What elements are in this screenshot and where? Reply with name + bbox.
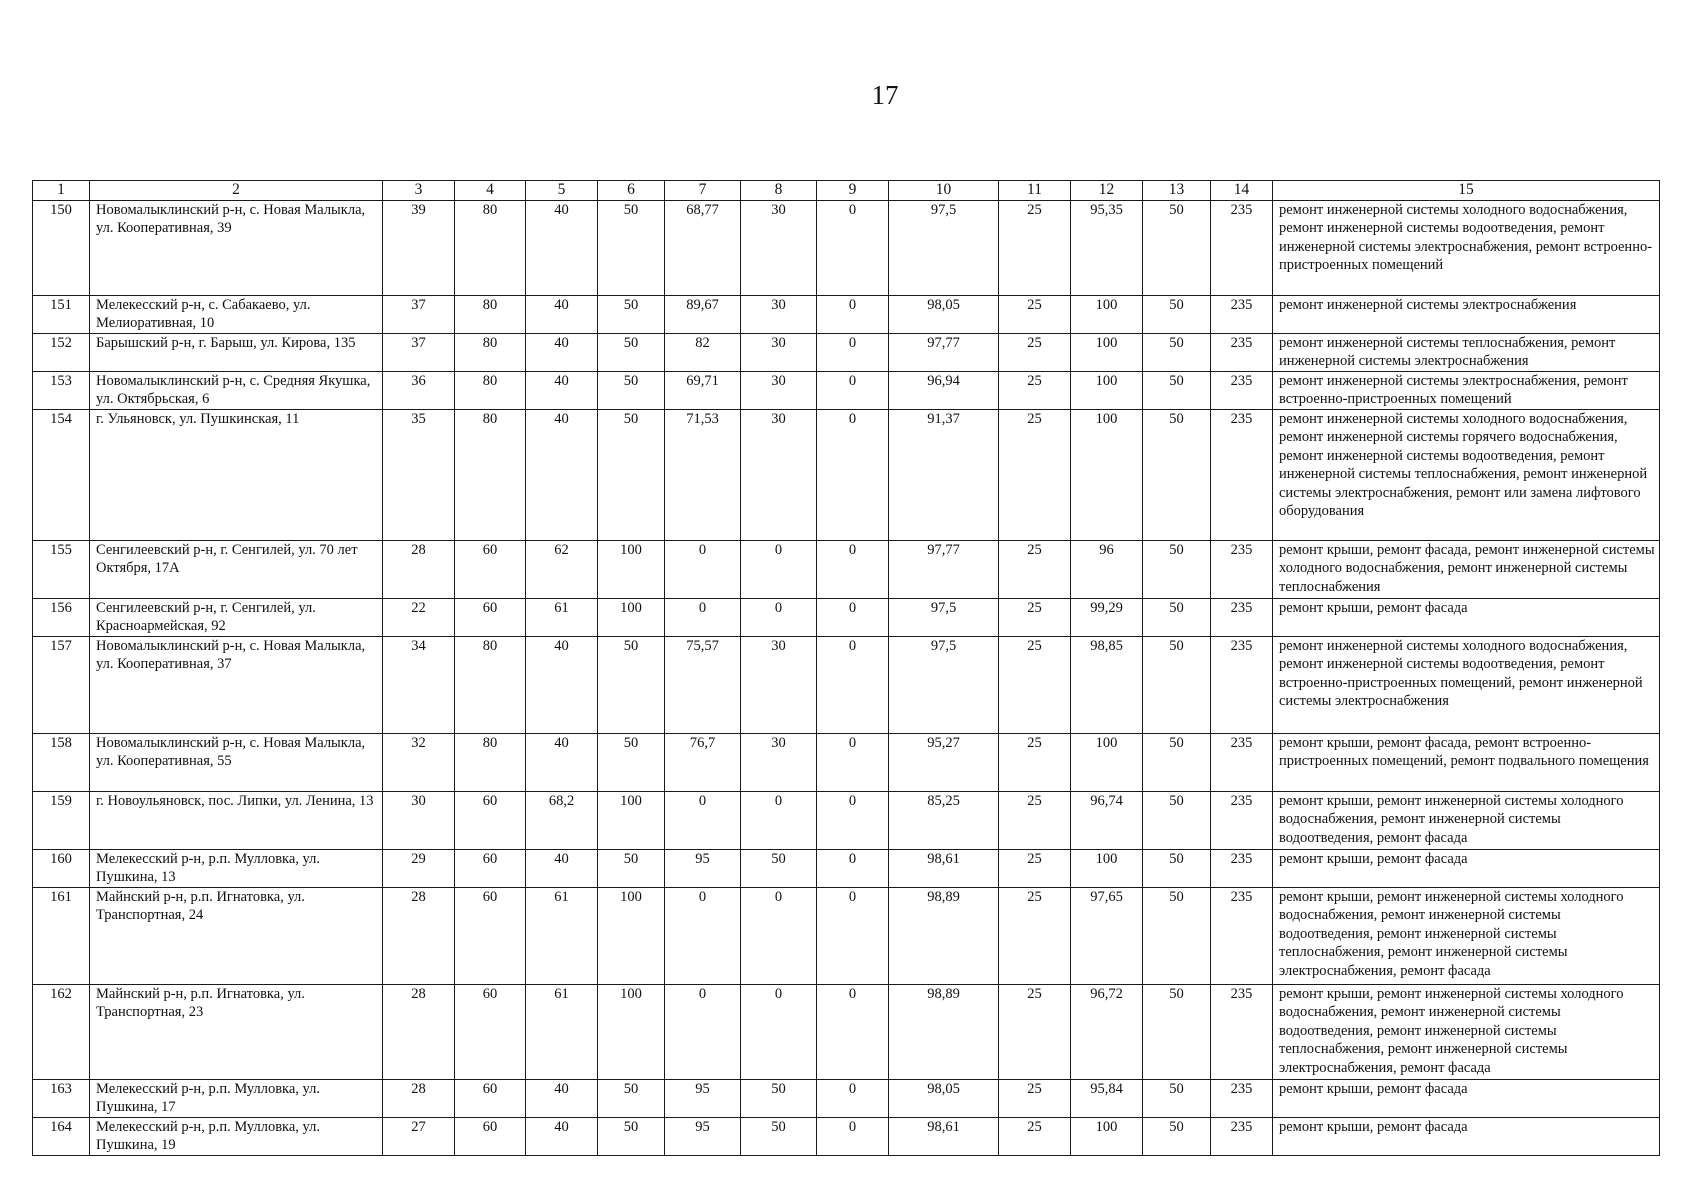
value-cell: 36 [383,372,455,410]
works-cell: ремонт крыши, ремонт инженерной системы холодного водоснабжения, ремонт инженерной системы водоотведения, ремонт инженерной системы теплоснабжения, ремонт инженерной системы электроснабжения, ремонт фасада [1273,985,1660,1080]
value-cell: 50 [1143,201,1211,296]
value-cell: 40 [526,296,598,334]
value-cell: 235 [1211,1080,1273,1118]
value-cell: 76,7 [665,734,741,792]
works-cell: ремонт инженерной системы электроснабжения, ремонт встроенно-пристроенных помещений [1273,372,1660,410]
value-cell: 25 [999,201,1071,296]
value-cell: 50 [598,637,665,734]
column-header: 6 [598,181,665,201]
value-cell: 0 [665,541,741,599]
row-number-cell: 158 [33,734,90,792]
value-cell: 0 [817,637,889,734]
value-cell: 235 [1211,334,1273,372]
value-cell: 98,61 [889,1118,999,1156]
value-cell: 68,77 [665,201,741,296]
value-cell: 82 [665,334,741,372]
address-cell: Новомалыклинский р-н, с. Новая Малыкла, ул. Кооперативная, 37 [90,637,383,734]
value-cell: 40 [526,637,598,734]
value-cell: 97,77 [889,541,999,599]
works-cell: ремонт инженерной системы электроснабжения [1273,296,1660,334]
value-cell: 100 [598,888,665,985]
table-row [33,734,1660,792]
value-cell: 61 [526,599,598,637]
value-cell: 60 [455,541,526,599]
value-cell: 0 [817,541,889,599]
address-cell: г. Новоульяновск, пос. Липки, ул. Ленина, 13 [90,792,383,850]
table-row [33,372,1660,410]
column-header: 8 [741,181,817,201]
value-cell: 0 [817,410,889,541]
value-cell: 25 [999,888,1071,985]
value-cell: 50 [1143,334,1211,372]
value-cell: 50 [598,850,665,888]
value-cell: 50 [741,1080,817,1118]
value-cell: 32 [383,734,455,792]
address-cell: Мелекесский р-н, р.п. Мулловка, ул. Пушкина, 19 [90,1118,383,1156]
column-header: 1 [33,181,90,201]
column-header: 12 [1071,181,1143,201]
value-cell: 69,71 [665,372,741,410]
value-cell: 98,05 [889,1080,999,1118]
value-cell: 80 [455,334,526,372]
table-row [33,850,1660,888]
row-number-cell: 153 [33,372,90,410]
value-cell: 100 [1071,410,1143,541]
value-cell: 235 [1211,1118,1273,1156]
row-number-cell: 151 [33,296,90,334]
value-cell: 235 [1211,410,1273,541]
value-cell: 50 [1143,541,1211,599]
value-cell: 80 [455,372,526,410]
value-cell: 50 [598,410,665,541]
works-cell: ремонт крыши, ремонт фасада [1273,599,1660,637]
value-cell: 100 [1071,1118,1143,1156]
value-cell: 25 [999,850,1071,888]
value-cell: 91,37 [889,410,999,541]
value-cell: 25 [999,637,1071,734]
works-cell: ремонт крыши, ремонт фасада, ремонт встроенно-пристроенных помещений, ремонт подвального помещения [1273,734,1660,792]
works-cell: ремонт инженерной системы холодного водоснабжения, ремонт инженерной системы водоотведения, ремонт инженерной системы электроснабжения, ремонт встроенно-пристроенных помещений [1273,201,1660,296]
value-cell: 95 [665,1118,741,1156]
value-cell: 60 [455,599,526,637]
table-row [33,1118,1660,1156]
row-number-cell: 159 [33,792,90,850]
value-cell: 235 [1211,296,1273,334]
works-cell: ремонт крыши, ремонт инженерной системы холодного водоснабжения, ремонт инженерной системы водоотведения, ремонт инженерной системы теплоснабжения, ремонт инженерной системы электроснабжения, ремонт фасада [1273,888,1660,985]
value-cell: 50 [598,372,665,410]
value-cell: 29 [383,850,455,888]
value-cell: 99,29 [1071,599,1143,637]
table-row [33,334,1660,372]
value-cell: 50 [598,334,665,372]
value-cell: 235 [1211,850,1273,888]
value-cell: 50 [1143,410,1211,541]
value-cell: 235 [1211,541,1273,599]
value-cell: 50 [1143,637,1211,734]
value-cell: 235 [1211,734,1273,792]
value-cell: 60 [455,850,526,888]
table-row [33,1080,1660,1118]
address-cell: Майнский р-н, р.п. Игнатовка, ул. Транспортная, 24 [90,888,383,985]
value-cell: 25 [999,372,1071,410]
value-cell: 68,2 [526,792,598,850]
value-cell: 37 [383,334,455,372]
row-number-cell: 152 [33,334,90,372]
value-cell: 80 [455,734,526,792]
value-cell: 97,5 [889,599,999,637]
table-body [33,201,1660,1156]
value-cell: 27 [383,1118,455,1156]
value-cell: 40 [526,850,598,888]
works-cell: ремонт крыши, ремонт инженерной системы холодного водоснабжения, ремонт инженерной системы водоотведения, ремонт фасада [1273,792,1660,850]
value-cell: 50 [1143,792,1211,850]
works-cell: ремонт крыши, ремонт фасада [1273,1080,1660,1118]
row-number-cell: 154 [33,410,90,541]
value-cell: 100 [1071,850,1143,888]
row-number-cell: 156 [33,599,90,637]
table-row [33,888,1660,985]
works-cell: ремонт инженерной системы теплоснабжения, ремонт инженерной системы электроснабжения [1273,334,1660,372]
value-cell: 0 [817,296,889,334]
table-row [33,410,1660,541]
column-header: 2 [90,181,383,201]
works-cell: ремонт крыши, ремонт фасада, ремонт инженерной системы холодного водоснабжения, ремонт инженерной системы теплоснабжения [1273,541,1660,599]
value-cell: 40 [526,372,598,410]
value-cell: 30 [741,201,817,296]
value-cell: 50 [1143,372,1211,410]
column-header: 13 [1143,181,1211,201]
column-header: 14 [1211,181,1273,201]
value-cell: 80 [455,410,526,541]
value-cell: 62 [526,541,598,599]
value-cell: 98,89 [889,888,999,985]
row-number-cell: 163 [33,1080,90,1118]
value-cell: 25 [999,792,1071,850]
value-cell: 89,67 [665,296,741,334]
value-cell: 50 [1143,1080,1211,1118]
value-cell: 0 [741,985,817,1080]
value-cell: 39 [383,201,455,296]
value-cell: 40 [526,1118,598,1156]
value-cell: 50 [741,850,817,888]
value-cell: 50 [1143,296,1211,334]
row-number-cell: 160 [33,850,90,888]
column-header: 3 [383,181,455,201]
address-cell: Новомалыклинский р-н, с. Новая Малыкла, ул. Кооперативная, 39 [90,201,383,296]
value-cell: 100 [1071,296,1143,334]
value-cell: 60 [455,985,526,1080]
value-cell: 25 [999,599,1071,637]
value-cell: 235 [1211,792,1273,850]
value-cell: 0 [817,1118,889,1156]
address-cell: Барышский р-н, г. Барыш, ул. Кирова, 135 [90,334,383,372]
column-header: 10 [889,181,999,201]
value-cell: 71,53 [665,410,741,541]
table-row [33,985,1660,1080]
value-cell: 22 [383,599,455,637]
value-cell: 0 [665,599,741,637]
value-cell: 25 [999,1080,1071,1118]
table-row [33,792,1660,850]
value-cell: 40 [526,1080,598,1118]
value-cell: 50 [598,296,665,334]
value-cell: 50 [598,1118,665,1156]
value-cell: 50 [598,1080,665,1118]
table-row [33,296,1660,334]
header-row [33,181,1660,201]
address-cell: Мелекесский р-н, р.п. Мулловка, ул. Пушкина, 13 [90,850,383,888]
value-cell: 50 [1143,599,1211,637]
row-number-cell: 150 [33,201,90,296]
value-cell: 50 [1143,888,1211,985]
value-cell: 100 [1071,334,1143,372]
value-cell: 95 [665,1080,741,1118]
value-cell: 235 [1211,372,1273,410]
works-cell: ремонт крыши, ремонт фасада [1273,1118,1660,1156]
page-number: 17 [871,80,899,110]
column-header: 5 [526,181,598,201]
value-cell: 100 [598,541,665,599]
address-cell: г. Ульяновск, ул. Пушкинская, 11 [90,410,383,541]
column-header: 15 [1273,181,1660,201]
value-cell: 0 [817,201,889,296]
value-cell: 0 [665,792,741,850]
value-cell: 60 [455,1118,526,1156]
value-cell: 35 [383,410,455,541]
value-cell: 100 [1071,372,1143,410]
value-cell: 100 [598,792,665,850]
value-cell: 50 [741,1118,817,1156]
table-row [33,599,1660,637]
value-cell: 97,5 [889,201,999,296]
row-number-cell: 164 [33,1118,90,1156]
value-cell: 0 [741,599,817,637]
value-cell: 0 [817,985,889,1080]
value-cell: 80 [455,296,526,334]
address-cell: Сенгилеевский р-н, г. Сенгилей, ул. 70 лет Октября, 17А [90,541,383,599]
column-header: 9 [817,181,889,201]
value-cell: 96,74 [1071,792,1143,850]
value-cell: 50 [598,201,665,296]
value-cell: 235 [1211,201,1273,296]
value-cell: 40 [526,410,598,541]
value-cell: 0 [817,792,889,850]
value-cell: 98,85 [1071,637,1143,734]
value-cell: 95 [665,850,741,888]
value-cell: 25 [999,410,1071,541]
value-cell: 25 [999,541,1071,599]
address-cell: Мелекесский р-н, р.п. Мулловка, ул. Пушкина, 17 [90,1080,383,1118]
value-cell: 0 [741,888,817,985]
value-cell: 37 [383,296,455,334]
value-cell: 28 [383,985,455,1080]
value-cell: 25 [999,1118,1071,1156]
value-cell: 0 [817,1080,889,1118]
value-cell: 28 [383,1080,455,1118]
value-cell: 75,57 [665,637,741,734]
value-cell: 40 [526,734,598,792]
value-cell: 98,05 [889,296,999,334]
value-cell: 50 [1143,985,1211,1080]
value-cell: 28 [383,888,455,985]
value-cell: 97,5 [889,637,999,734]
works-cell: ремонт инженерной системы холодного водоснабжения, ремонт инженерной системы горячего водоснабжения, ремонт инженерной системы водоотведения, ремонт инженерной системы теплоснабжения, ремонт инженерной системы электроснабжения, ремонт или замена лифтового оборудования [1273,410,1660,541]
value-cell: 95,27 [889,734,999,792]
value-cell: 25 [999,296,1071,334]
row-number-cell: 157 [33,637,90,734]
value-cell: 97,65 [1071,888,1143,985]
value-cell: 80 [455,637,526,734]
value-cell: 98,61 [889,850,999,888]
row-number-cell: 162 [33,985,90,1080]
value-cell: 95,35 [1071,201,1143,296]
value-cell: 235 [1211,985,1273,1080]
value-cell: 30 [741,296,817,334]
address-cell: Сенгилеевский р-н, г. Сенгилей, ул. Красноармейская, 92 [90,599,383,637]
address-cell: Майнский р-н, р.п. Игнатовка, ул. Транспортная, 23 [90,985,383,1080]
value-cell: 96,72 [1071,985,1143,1080]
column-header: 7 [665,181,741,201]
value-cell: 0 [665,985,741,1080]
value-cell: 60 [455,1080,526,1118]
row-number-cell: 155 [33,541,90,599]
value-cell: 235 [1211,599,1273,637]
value-cell: 30 [741,334,817,372]
value-cell: 25 [999,734,1071,792]
value-cell: 28 [383,541,455,599]
value-cell: 0 [741,541,817,599]
address-cell: Мелекесский р-н, с. Сабакаево, ул. Мелиоративная, 10 [90,296,383,334]
address-cell: Новомалыклинский р-н, с. Средняя Якушка, ул. Октябрьская, 6 [90,372,383,410]
value-cell: 50 [1143,1118,1211,1156]
value-cell: 0 [817,734,889,792]
data-table [32,180,1660,1156]
value-cell: 30 [741,734,817,792]
value-cell: 0 [817,599,889,637]
value-cell: 61 [526,985,598,1080]
value-cell: 235 [1211,888,1273,985]
value-cell: 40 [526,201,598,296]
value-cell: 100 [598,599,665,637]
value-cell: 30 [741,372,817,410]
address-cell: Новомалыклинский р-н, с. Новая Малыкла, ул. Кооперативная, 55 [90,734,383,792]
value-cell: 95,84 [1071,1080,1143,1118]
value-cell: 50 [598,734,665,792]
value-cell: 98,89 [889,985,999,1080]
table-row [33,541,1660,599]
table-row [33,637,1660,734]
value-cell: 50 [1143,734,1211,792]
value-cell: 25 [999,334,1071,372]
value-cell: 96,94 [889,372,999,410]
value-cell: 0 [665,888,741,985]
works-cell: ремонт инженерной системы холодного водоснабжения, ремонт инженерной системы водоотведения, ремонт встроенно-пристроенных помещений, ремонт инженерной системы электроснабжения [1273,637,1660,734]
row-number-cell: 161 [33,888,90,985]
value-cell: 235 [1211,637,1273,734]
value-cell: 80 [455,201,526,296]
value-cell: 100 [1071,734,1143,792]
value-cell: 0 [817,372,889,410]
value-cell: 25 [999,985,1071,1080]
value-cell: 60 [455,888,526,985]
value-cell: 34 [383,637,455,734]
works-cell: ремонт крыши, ремонт фасада [1273,850,1660,888]
value-cell: 85,25 [889,792,999,850]
table-header [33,181,1660,201]
value-cell: 0 [817,334,889,372]
value-cell: 0 [741,792,817,850]
value-cell: 30 [383,792,455,850]
column-header: 11 [999,181,1071,201]
table-row [33,201,1660,296]
value-cell: 30 [741,637,817,734]
value-cell: 50 [1143,850,1211,888]
value-cell: 61 [526,888,598,985]
value-cell: 60 [455,792,526,850]
column-header: 4 [455,181,526,201]
value-cell: 100 [598,985,665,1080]
value-cell: 30 [741,410,817,541]
value-cell: 96 [1071,541,1143,599]
value-cell: 0 [817,850,889,888]
value-cell: 0 [817,888,889,985]
value-cell: 40 [526,334,598,372]
value-cell: 97,77 [889,334,999,372]
